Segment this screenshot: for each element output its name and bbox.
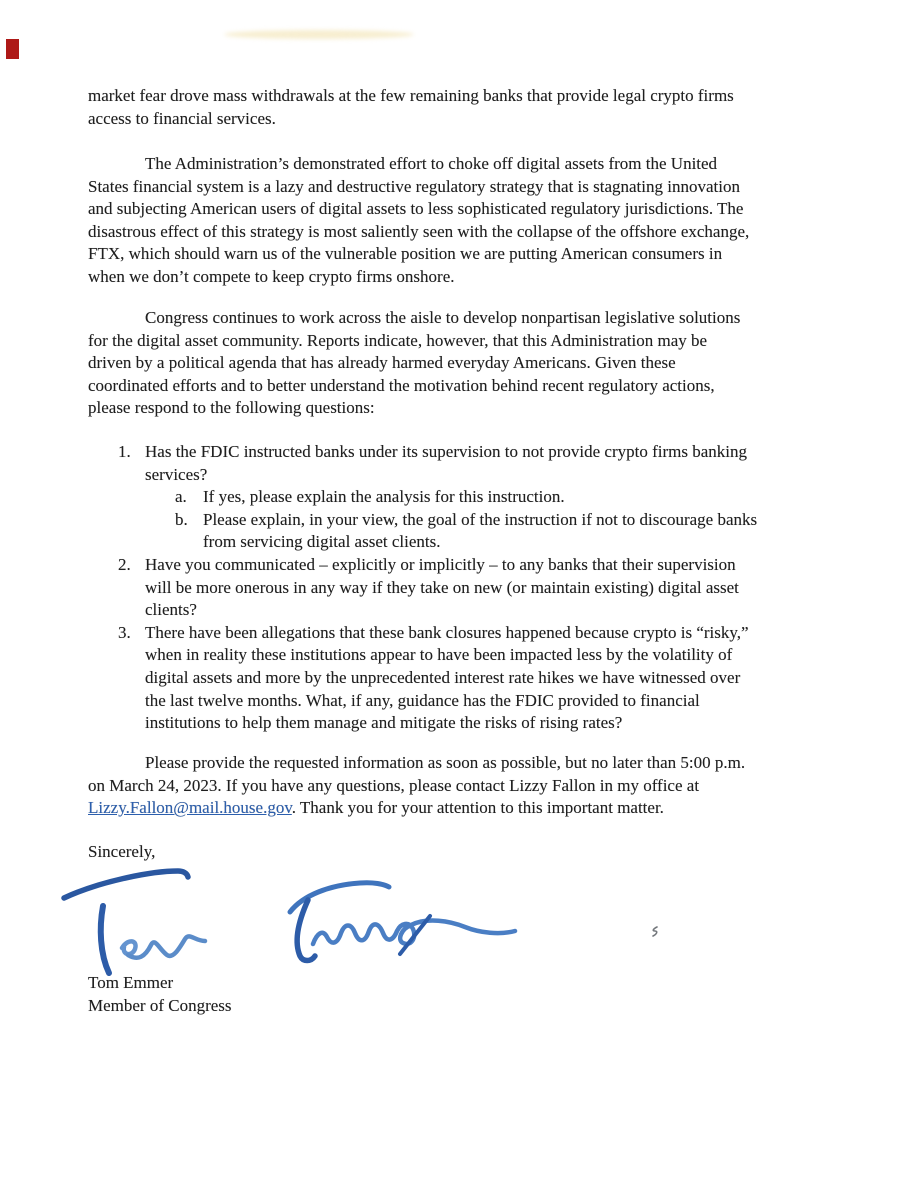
- letter-line: when in reality these institutions appear to have been impacted less by the volatility of: [145, 645, 733, 665]
- letter-line: [88, 797, 870, 820]
- email-link[interactable]: Lizzy.Fallon@mail.house.gov: [88, 798, 292, 818]
- list-number: 2.: [118, 554, 131, 574]
- letter-line: services?: [145, 464, 208, 484]
- letter-line: Please provide the requested information as soon as possible, but no later than 5:00 p.m.: [145, 753, 746, 772]
- signer-title: Member of Congress: [88, 995, 232, 1015]
- signer-block: [88, 972, 870, 1017]
- letter-line: driven by a political agenda that has already harmed everyday Americans. Given these: [88, 353, 676, 373]
- letter-line: There have been allegations that these bank closures happened because crypto is “risky,”: [145, 622, 749, 642]
- paragraph-administration: [88, 153, 870, 289]
- letter-line: Congress continues to work across the aisle to develop nonpartisan legislative solutions: [145, 308, 741, 327]
- red-ink-mark: [6, 39, 19, 59]
- list-item-1: [88, 441, 870, 486]
- list-item-1a: [88, 486, 870, 509]
- letter-line: when we don’t compete to keep crypto firms onshore.: [88, 266, 455, 286]
- letter-line: the last twelve months. What, if any, guidance has the FDIC provided to financial: [145, 690, 700, 710]
- letter-line: clients?: [145, 600, 197, 620]
- signoff-text: Sincerely,: [88, 842, 156, 861]
- signer-name: Tom Emmer: [88, 973, 174, 992]
- letter-line: market fear drove mass withdrawals at the few remaining banks that provide legal crypto firms: [88, 86, 734, 105]
- letter-line: access to financial services.: [88, 108, 276, 128]
- letter-line: coordinated efforts and to better understand the motivation behind recent regulatory actions,: [88, 375, 715, 395]
- letter-line: digital assets and more by the unprecedented interest rate hikes we have witnessed over: [145, 667, 741, 687]
- list-number: 1.: [118, 442, 131, 461]
- list-item-1b: [88, 509, 870, 554]
- letter-line: please respond to the following questions:: [88, 398, 375, 418]
- letter-line-rest: . Thank you for your attention to this important matter.: [291, 798, 664, 818]
- letter-line: and subjecting American users of digital assets to less sophisticated regulatory jurisdictions. The: [88, 199, 744, 219]
- yellow-smudge: [224, 30, 414, 39]
- letter-line: institutions to help them manage and mitigate the risks of rising rates?: [145, 713, 623, 733]
- letter-line: States financial system is a lazy and destructive regulatory strategy that is stagnating innovation: [88, 176, 740, 196]
- letter-line: FTX, which should warn us of the vulnerable position we are putting American consumers in: [88, 244, 723, 264]
- paragraph-continuation: [88, 85, 870, 130]
- list-letter: a.: [175, 487, 187, 507]
- letter-line: for the digital asset community. Reports indicate, however, that this Administration may be: [88, 330, 708, 350]
- closing-paragraph: [88, 752, 870, 820]
- letter-line: disastrous effect of this strategy is most saliently seen with the collapse of the offshore exchange,: [88, 221, 750, 241]
- letter-line: from servicing digital asset clients.: [203, 532, 441, 552]
- letter-line: The Administration’s demonstrated effort to choke off digital assets from the United: [145, 154, 718, 173]
- list-item-2: [88, 554, 870, 622]
- letter-line: Please explain, in your view, the goal of the instruction if not to discourage banks: [203, 509, 758, 529]
- paragraph-congress: [88, 307, 870, 420]
- questions-list: [88, 441, 870, 735]
- signature-image: [58, 860, 538, 985]
- list-item-3: [88, 622, 870, 735]
- letter-line: will be more onerous in any way if they take on new (or maintain existing) digital asset: [145, 577, 739, 597]
- letter-line: If yes, please explain the analysis for this instruction.: [203, 487, 565, 507]
- letter-line: on March 24, 2023. If you have any questions, please contact Lizzy Fallon in my office at: [88, 775, 700, 795]
- letter-line: Have you communicated – explicitly or implicitly – to any banks that their supervision: [145, 554, 736, 574]
- stray-pen-mark: [648, 925, 662, 939]
- list-letter: b.: [175, 509, 188, 529]
- letter-line: Has the FDIC instructed banks under its supervision to not provide crypto firms banking: [145, 442, 747, 461]
- list-number: 3.: [118, 622, 131, 642]
